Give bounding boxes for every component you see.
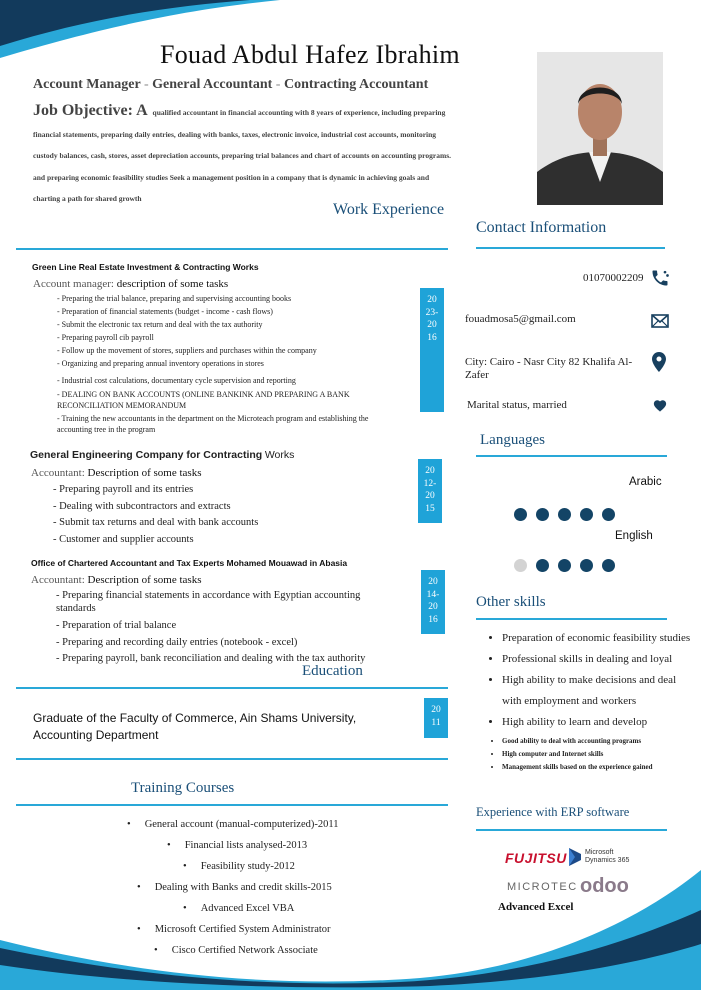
- list-item: • General account (manual-computerized)-2011: [127, 819, 338, 830]
- dynamics-logo-text: Microsoft Dynamics 365: [585, 849, 630, 864]
- title-1: Account Manager: [33, 77, 141, 92]
- address: City: Cairo - Nasr City 82 Khalifa Al-Zafer: [465, 356, 633, 381]
- job-3-tasks: [56, 589, 394, 668]
- fujitsu-logo: FUJITSU: [505, 850, 567, 866]
- rating-dot: [536, 508, 549, 521]
- phone-icon: [650, 268, 670, 288]
- list-item: • High computer and Internet skills: [502, 748, 692, 761]
- list-item: - Preparing financial statements in accordance with Egyptian accounting standards: [56, 590, 361, 614]
- other-skills-rule: [476, 618, 667, 620]
- list-item: • Professional skills in dealing and loyal: [502, 649, 692, 670]
- list-item: - DEALING ON BANK ACCOUNTS (ONLINE BANKINK AND PREPARING A BANK RECONCILIATION MEMORANDUM: [57, 390, 350, 410]
- list-item: • High ability to make decisions and deal with employment and workers: [502, 670, 692, 712]
- list-item: • Microsoft Certified System Administrator: [137, 924, 331, 935]
- profile-photo: [537, 52, 663, 205]
- list-item: - Follow up the movement of stores, suppliers and purchases within the company: [57, 346, 317, 355]
- language-english-rating: [514, 559, 624, 573]
- language-arabic: Arabic: [629, 476, 662, 488]
- contact-heading: Contact Information: [476, 219, 607, 236]
- list-item: - Preparing payroll and its entries: [53, 484, 194, 495]
- job-3-role: Accountant: Description of some tasks: [31, 574, 202, 586]
- job-2-tasks: [53, 482, 383, 548]
- list-item: - Preparing payroll, bank reconciliation and dealing with the tax authority: [56, 653, 366, 664]
- education-bottom-rule: [16, 758, 448, 760]
- list-item: • Preparation of economic feasibility studies: [502, 628, 692, 649]
- heart-icon: [653, 399, 667, 412]
- list-item: • Financial lists analysed-2013: [167, 840, 307, 851]
- list-item: - Preparation of financial statements (budget - income - cash flows): [57, 307, 273, 316]
- candidate-name: Fouad Abdul Hafez Ibrahim: [160, 40, 460, 69]
- list-item: • Good ability to deal with accounting programs: [502, 735, 692, 748]
- list-item: - Submit the electronic tax return and deal with the tax authority: [57, 320, 263, 329]
- rating-dot: [558, 559, 571, 572]
- list-item: - Training the new accountants in the department on the Microteach program and establishing the accounting tree in the program: [57, 414, 369, 434]
- dynamics-logo-icon: [568, 847, 582, 867]
- job-1-role: Account manager: description of some tasks: [33, 278, 229, 290]
- list-item: • Management skills based on the experience gained: [502, 761, 692, 774]
- other-skills-heading: Other skills: [476, 594, 546, 610]
- education-rule: [16, 687, 448, 689]
- list-item: - Organizing and preparing annual inventory operations in stores: [57, 359, 264, 368]
- rating-dot: [558, 508, 571, 521]
- training-heading: Training Courses: [131, 780, 235, 796]
- list-item: - Submit tax returns and deal with bank accounts: [53, 517, 259, 528]
- title-2: General Accountant: [152, 77, 273, 92]
- contact-rule: [476, 247, 665, 249]
- language-arabic-rating: [514, 508, 624, 522]
- odoo-logo: odoo: [580, 875, 629, 897]
- list-item: - Industrial cost calculations, documentary cycle supervision and reporting: [57, 376, 296, 385]
- languages-rule: [476, 455, 667, 457]
- training-rule: [16, 804, 448, 806]
- job-1-company: Green Line Real Estate Investment & Contracting Works: [32, 262, 259, 272]
- rating-dot: [514, 508, 527, 521]
- work-experience-rule: [16, 248, 448, 250]
- rating-dot: [602, 508, 615, 521]
- list-item: - Preparation of trial balance: [56, 620, 177, 631]
- rating-dot: [580, 508, 593, 521]
- education-text: Graduate of the Faculty of Commerce, Ain Shams University, Accounting Department: [33, 711, 357, 742]
- marital-status: Marital status, married: [467, 399, 567, 411]
- list-item: • Feasibility study-2012: [183, 861, 295, 872]
- location-pin-icon: [652, 352, 666, 372]
- erp-heading: Experience with ERP software: [476, 805, 630, 819]
- job-titles: Account Manager - General Accountant - Contracting Accountant: [33, 77, 429, 92]
- rating-dot: [602, 559, 615, 572]
- erp-rule: [476, 829, 667, 831]
- list-item: - Dealing with subcontractors and extracts: [53, 500, 231, 512]
- education-heading: Education: [302, 663, 363, 679]
- mail-icon: [651, 314, 669, 328]
- phone-number[interactable]: 01070002209: [583, 272, 644, 284]
- list-item: • Cisco Certified Network Associate: [154, 945, 318, 956]
- languages-heading: Languages: [480, 432, 545, 448]
- skills-list: [502, 628, 692, 774]
- job-3-company: Office of Chartered Accountant and Tax Experts Mohamed Mouawad in Abasia: [31, 558, 348, 568]
- advanced-excel-label: Advanced Excel: [498, 901, 574, 913]
- rating-dot: [580, 559, 593, 572]
- email-address[interactable]: fouadmosa5@gmail.com: [465, 313, 576, 325]
- microtec-logo: MICROTEC: [507, 881, 578, 893]
- work-experience-heading: Work Experience: [333, 201, 445, 218]
- list-item: • High ability to learn and develop: [502, 712, 692, 733]
- objective-text: qualified accountant in financial accounting with 8 years of experience, including preparing financial statements, preparing daily entries, dealing with banks, taxes, electronic invoice, industrial cost accounts, monitoring custody balances, cash, stores, asset depreciation accounts, preparing trial balances and chart of accounts on accounting programs. and preparing economic feasibility studies Seek a management position in a company that is dynamic in achieving goals and charting a path for shared growth: [33, 108, 451, 203]
- job-2-date: 20 12- 20 15: [418, 459, 442, 523]
- list-item: - Preparing payroll cib payroll: [57, 333, 154, 342]
- job-2-role: Accountant: Description of some tasks: [31, 467, 202, 479]
- title-3: Contracting Accountant: [283, 77, 429, 92]
- rating-dot: [514, 559, 527, 572]
- rating-dot: [536, 559, 549, 572]
- list-item: • Advanced Excel VBA: [183, 903, 294, 914]
- job-3-date: 20 14- 20 16: [421, 570, 445, 634]
- list-item: - Preparing and recording daily entries (notebook - excel): [56, 636, 298, 648]
- job-objective: [33, 100, 458, 210]
- list-item: - Customer and supplier accounts: [53, 533, 194, 545]
- job-2-company: General Engineering Company for Contracting Works: [30, 449, 295, 461]
- job-1-date: 20 23- 20 16: [420, 288, 444, 412]
- list-item: • Dealing with Banks and credit skills-2015: [137, 882, 332, 893]
- list-item: - Preparing the trial balance, preparing and supervising accounting books: [57, 294, 292, 303]
- language-english: English: [615, 530, 653, 542]
- job-1-tasks: [57, 292, 377, 435]
- objective-lead: Job Objective: A: [33, 102, 148, 119]
- education-date: 20 11: [424, 698, 448, 738]
